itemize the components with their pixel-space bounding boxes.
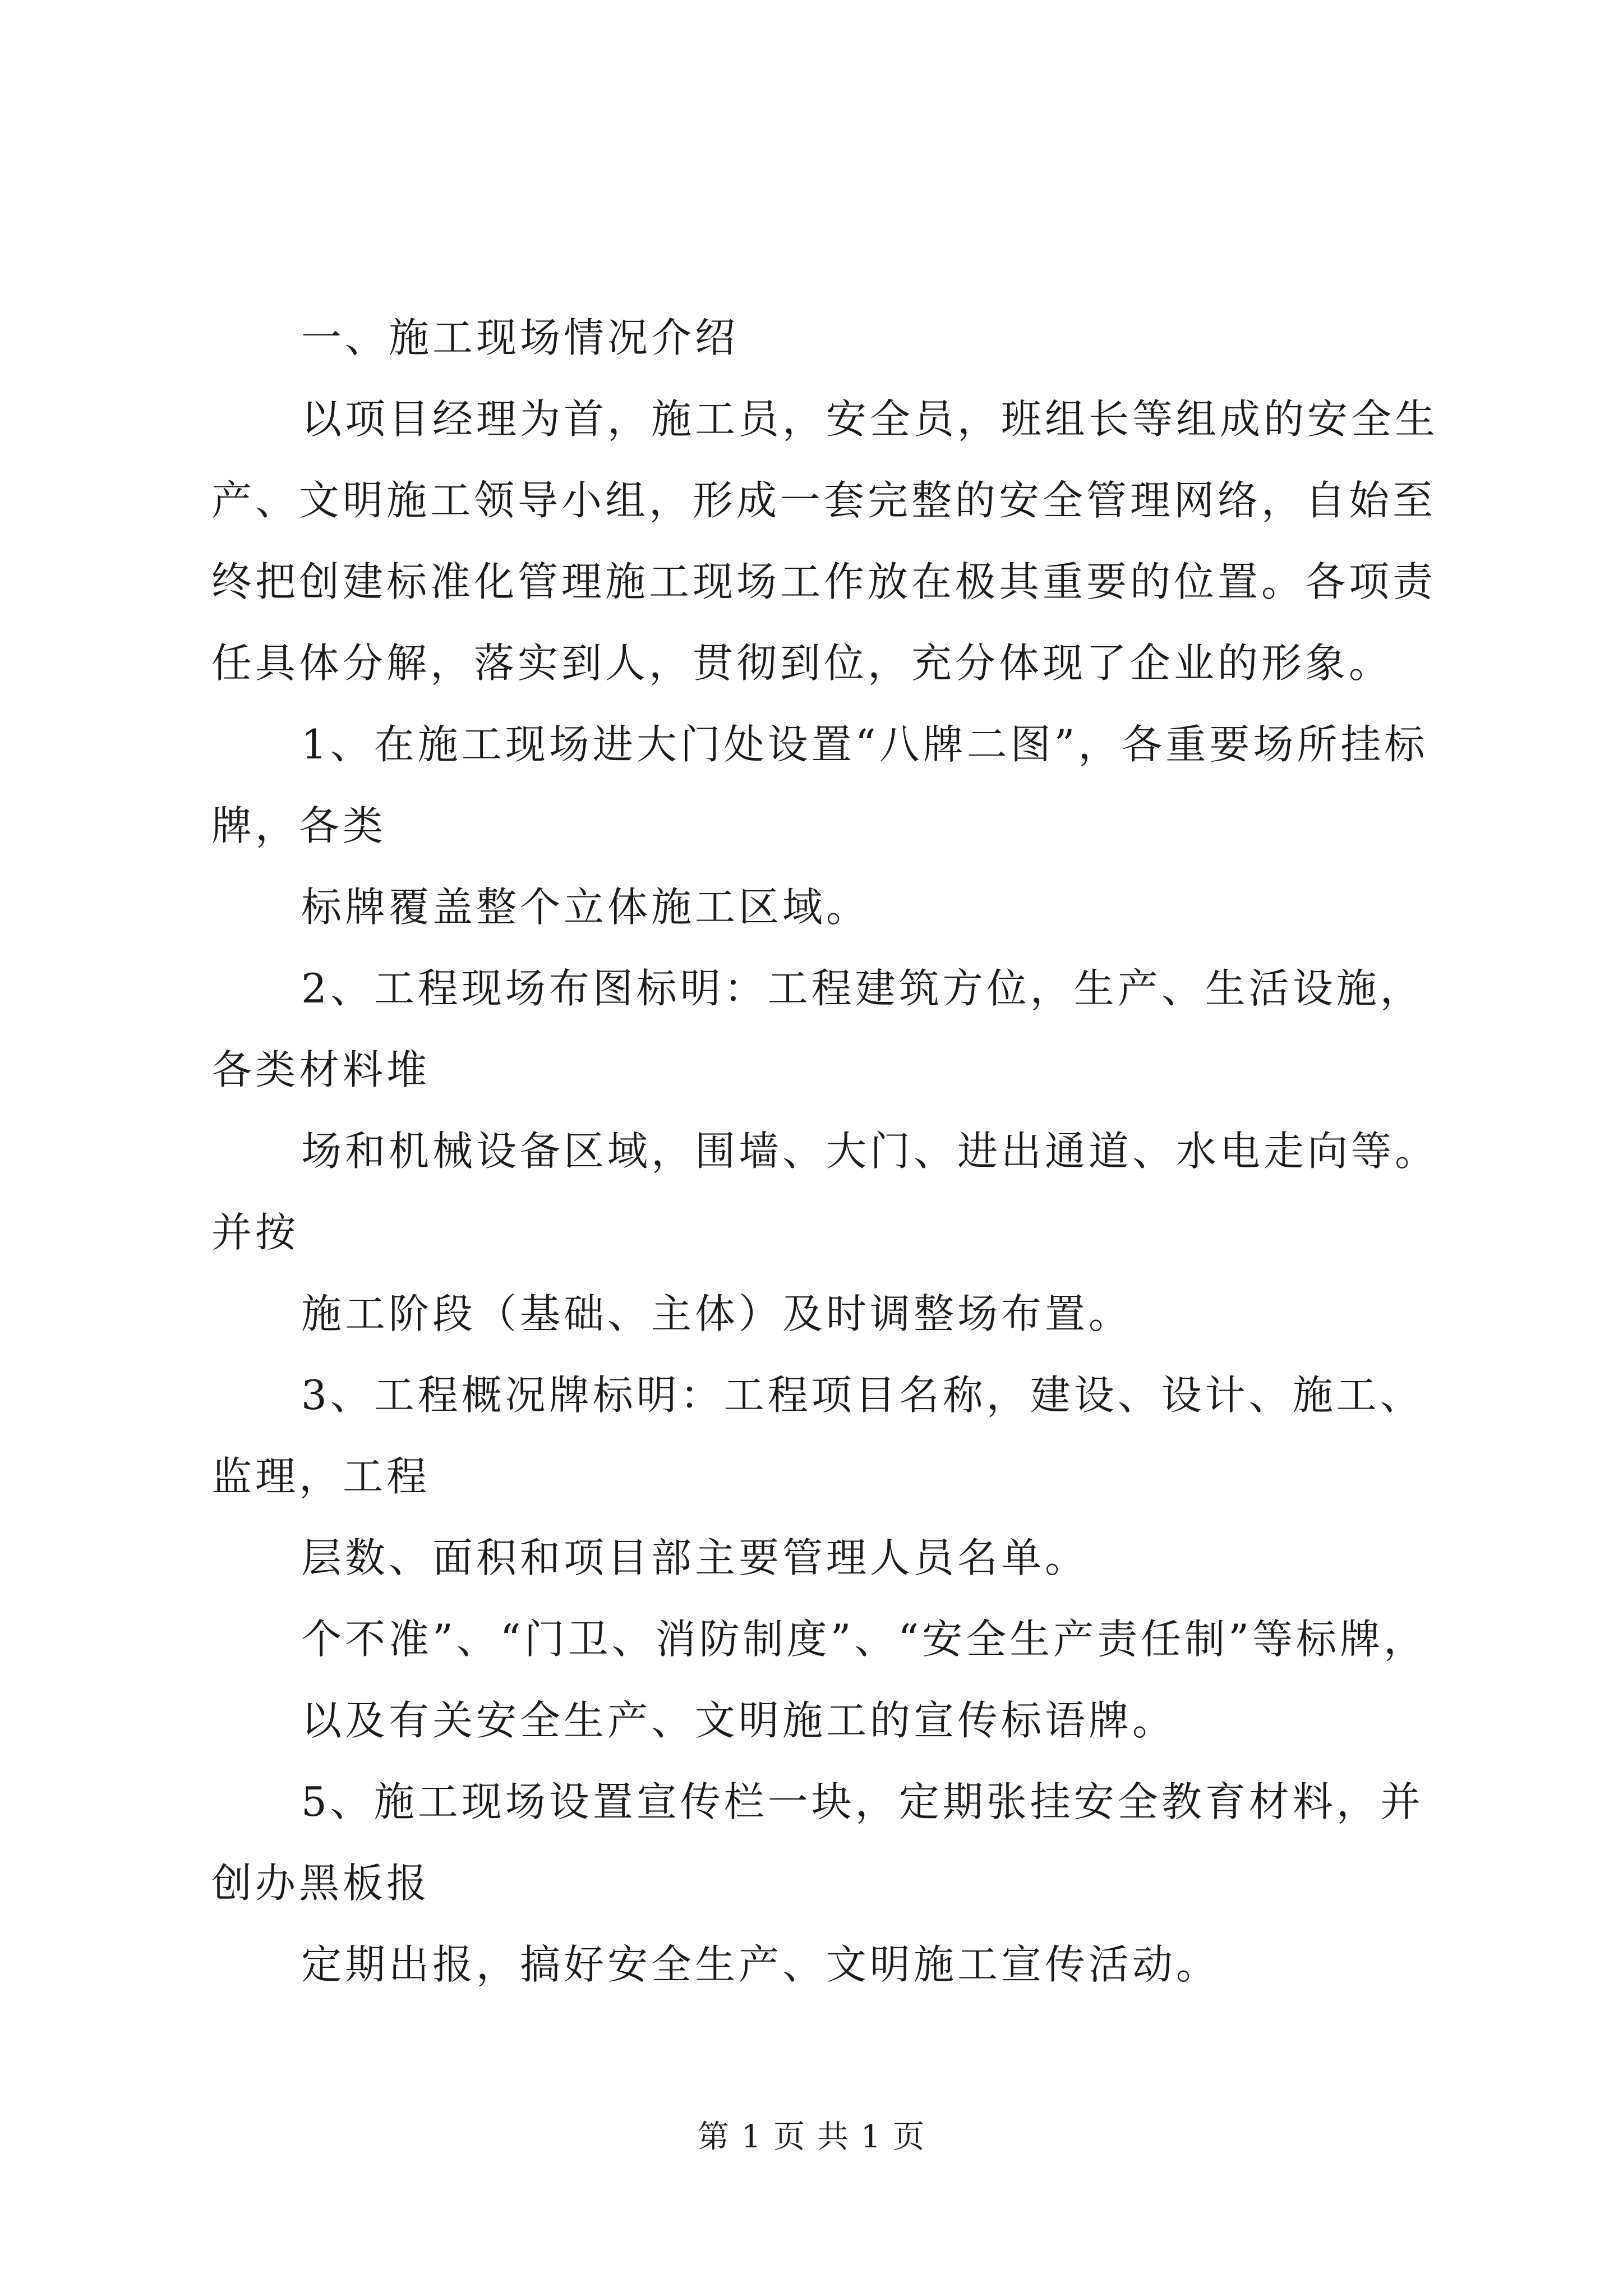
paragraph-line: 任具体分解，落实到人，贯彻到位，充分体现了企业的形象。 <box>211 639 1393 687</box>
paragraph-line: 标牌覆盖整个立体施工区域。 <box>301 884 870 931</box>
paragraph-line: 1、在施工现场进大门处设置“八牌二图”，各重要场所挂标 <box>301 721 1428 768</box>
paragraph-line: 场和机械设备区域，围墙、大门、进出通道、水电走向等。 <box>301 1128 1439 1175</box>
page-number-label: 第 1 页 共 1 页 <box>697 2119 926 2155</box>
paragraph-line: 2、工程现场布图标明：工程建筑方位，生产、生活设施， <box>301 965 1424 1012</box>
paragraph-line: 5、施工现场设置宣传栏一块，定期张挂安全教育材料，并 <box>301 1778 1424 1825</box>
document-body <box>211 297 1439 2005</box>
paragraph-line: 个不准”、“门卫、消防制度”、“安全生产责任制”等标牌， <box>301 1616 1428 1663</box>
paragraph-line: 各类材料堆 <box>211 1046 431 1093</box>
paragraph-line: 终把创建标准化管理施工现场工作放在极其重要的位置。各项责 <box>211 558 1437 605</box>
page-footer <box>0 2118 1623 2157</box>
paragraph-line: 创办黑板报 <box>211 1860 431 1907</box>
paragraph-line: 监理，工程 <box>211 1453 431 1500</box>
paragraph-line: 层数、面积和项目部主要管理人员名单。 <box>301 1534 1089 1581</box>
paragraph-line: 产、文明施工领导小组，形成一套完整的安全管理网络，自始至 <box>211 477 1437 524</box>
section-heading: 一、施工现场情况介绍 <box>301 314 739 361</box>
paragraph-line: 以项目经理为首，施工员，安全员，班组长等组成的安全生 <box>301 395 1439 443</box>
paragraph-line: 定期出报，搞好安全生产、文明施工宣传活动。 <box>301 1941 1220 1988</box>
paragraph-line: 并按 <box>211 1209 299 1256</box>
paragraph-line: 施工阶段（基础、主体）及时调整场布置。 <box>301 1290 1133 1337</box>
paragraph-line: 3、工程概况牌标明：工程项目名称，建设、设计、施工、 <box>301 1372 1424 1419</box>
paragraph-line: 以及有关安全生产、文明施工的宣传标语牌。 <box>301 1697 1177 1744</box>
paragraph-line: 牌，各类 <box>211 802 387 849</box>
